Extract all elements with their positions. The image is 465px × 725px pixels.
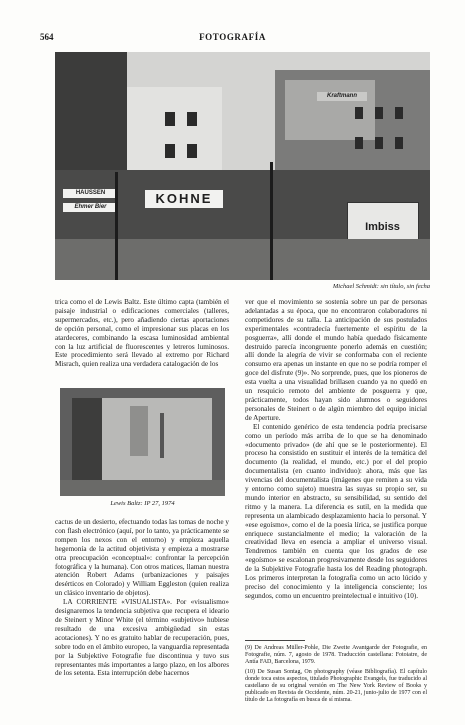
paragraph: El contenido genérico de esta tendencia podría precisarse como un período más arriba de lo que se ha denominado «documento privado» (de ahí que se le posteriormente). El proceso ha consistido en sustituir el interés de la temática del documento (la realidad, el mundo, etc.) por el del propio documentalista (en cuanto individuo): ahora, más que las vivencias del documentalista (imágenes que remiten a su vida y entorno como sujeto) muestra las suyas su propio ser, su mundo interior en abstracto, su sensibilidad, su sentido del ritmo y la manera. La diferencia es sutil, en la medida que representa un alambicado desplazamiento hacia lo personal. Y «ese egoísmo», como el de la poesía lírica, se justifica porque enriquece sustancialmente el medio; la valoración de la creatividad lleva en esencia a ampliar el universo visual. Tendremos también en cuenta que los grados de ese «egoísmo» se escalonan progresivamente desde los seguidores de la Subjektive Fotografie hasta los del Reading photograph. Los primeros interpretan la fotografía como un acto lúcido y preciso del conocimiento y la inteligencia consciente; los segundos, como un encuentro preintelectual e intuitivo (10). bbox=[245, 422, 427, 600]
paragraph: cactus de un desierto, efectuando todas las tomas de noche y con flash electrónico (aquí, por lo tanto, ya prácticamente se rompen los nexos con el entorno) y empieza aquella hegemonía de la actitud objetivista y empieza a mostrarse otra preocupación «conceptual»: confrontar la percepción fotográfica y la humana). Con otros matices, llaman nuestra atención Robert Adams (urbanizaciones y paisajes desérticos en Colorado) y William Eggleston (quien realiza un clásico inventario de objetos). bbox=[55, 518, 229, 598]
page-number: 564 bbox=[40, 32, 54, 42]
street-photo bbox=[55, 52, 430, 280]
shop-sign: HAUSSEN bbox=[63, 189, 118, 198]
building-photo bbox=[60, 388, 225, 496]
right-column bbox=[245, 298, 427, 601]
kohne-sign: KOHNE bbox=[145, 190, 223, 208]
paragraph: LA CORRIENTE «VISUALISTA». Por «visualismo» designaremos la tendencia subjetiva que recupera el ideario de Steinert y Minor White (el término «subjetivo» hubiese resultado de una excesiva ambigüedad sin estas acotaciones). Y no es gratuito hablar de recuperación, pues, sobre todo en el ámbito europeo, la vanguardia representada por la Subjektive Fotografie fue discontinua y tuvo sus representantes más importantes a largo plazo, en los albores de los setenta. Esta interrupción debe hacernos bbox=[55, 598, 229, 678]
footnote-separator bbox=[245, 640, 305, 641]
paragraph: ver que el movimiento se sostenía sobre un par de personas adelantadas a su época, que no encontraron colaboradores ni competidores de su talla. La anticipación de sus postulados experimentales «contradecía fuertemente el espíritu de la posguerra», allí donde el mundo había quedado físicamente destruido parecía incongruente ponerlo además en cuestión; allí donde la alegría de vivir se conformaba con el reciente consumo era apenas un instante en que no se podría romper el goce del disfrute (9)». No sorprende, pues, que los pioneros de esta vuelta a una visualidad brillasen cuando ya no quedó en un resquicio remoto del ambiente de posguerra y que, prácticamente, todos hayan sido alumnos o seguidores personales de Steinert o de algún miembro del equipo inicial de Aperture. bbox=[245, 298, 427, 422]
building-sign: Kraftmann bbox=[317, 92, 367, 101]
imbiss-sign: Imbiss bbox=[355, 220, 410, 234]
running-title: FOTOGRAFÍA bbox=[199, 32, 266, 42]
left-column-top bbox=[55, 298, 229, 369]
beer-sign: Ehmer Bier bbox=[63, 203, 118, 212]
page-header bbox=[40, 32, 425, 46]
photo-caption: Michael Schmidt: sin título, sin fecha bbox=[332, 283, 430, 290]
left-column-bottom bbox=[55, 518, 229, 678]
paragraph: trica como el de Lewis Baltz. Este último capta (también el paisaje industrial o edificaciones comerciales (talleres, supermercados, etc.), pero añadiendo ciertas aportaciones de opción personal, como el impresionar sus placas en los atardeceres, combinando la escasa luminosidad ambiental con la luz artificial de fluorescentes y letreros luminosos. Este procedimiento será llevado al extremo por Richard Misrach, quien realiza una verdadera catalogación de los bbox=[55, 298, 229, 369]
footnote: (10) De Susan Sontag, On photography (véase Bibliografía). El capítulo donde toca estos aspectos, titulado Photographic Evangels, fue traducido al castellano de su original versión en The New York Review of Books y publicado en Revista de Occidente, núm. 20-21, junio-julio de 1977 con el título de La fotografía en busca de sí misma. bbox=[245, 668, 427, 704]
footnote: (9) De Andreas Müller-Pohle, Die Zweite Avantgarde der Fotografie, en Fotografie, núm. 7, agosto de 1978. Traducción castellana: Fotoiatre, de Antía FAD, Barcelona, 1979. bbox=[245, 645, 427, 666]
footnotes bbox=[245, 645, 427, 707]
photo-caption: Lewis Baltz: IP 27, 1974 bbox=[110, 500, 175, 507]
